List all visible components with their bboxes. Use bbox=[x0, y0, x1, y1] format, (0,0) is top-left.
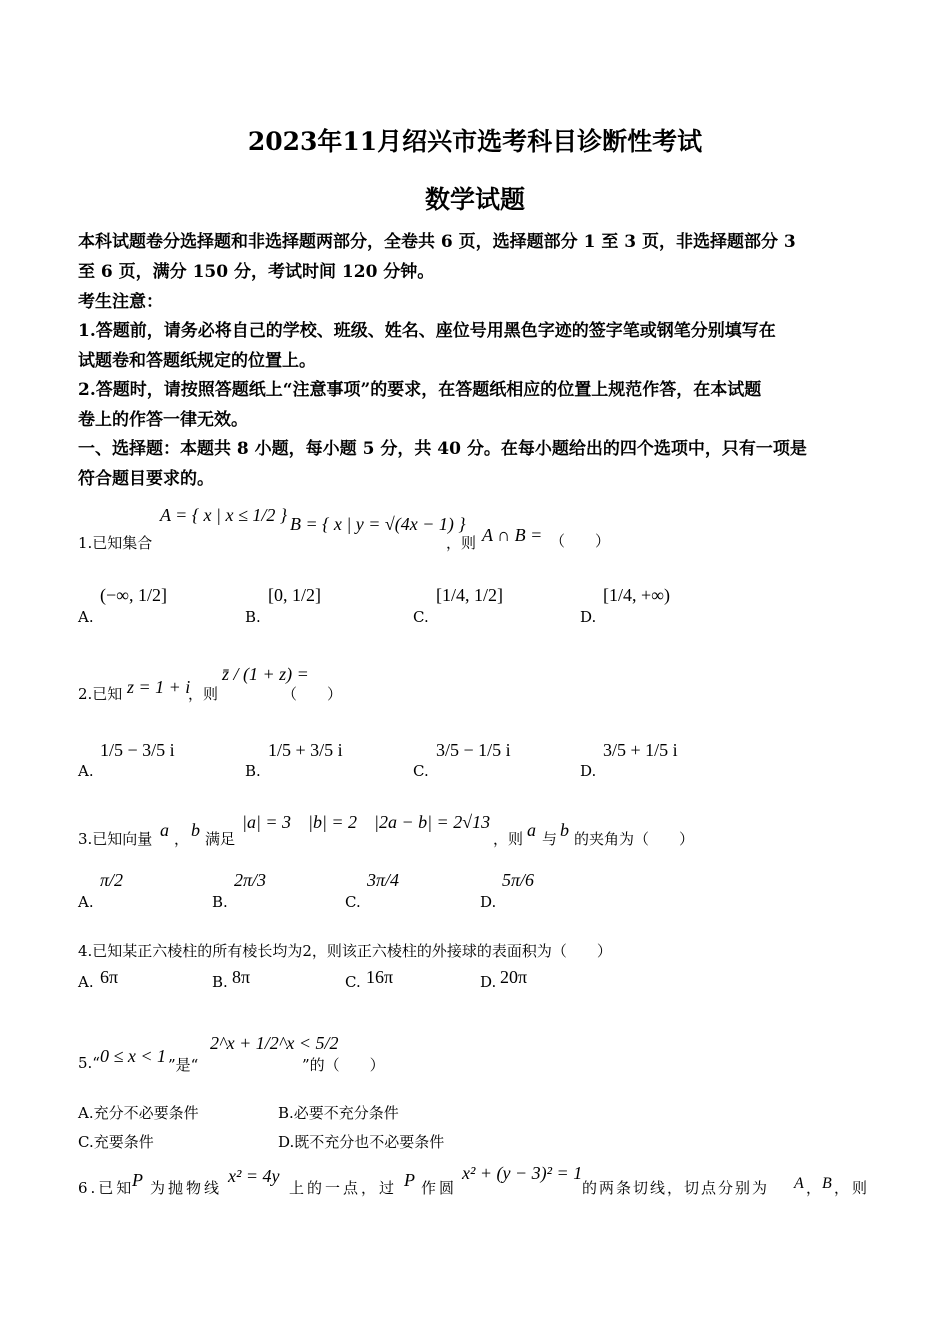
q3-option-d: 5π/6 bbox=[502, 870, 535, 890]
q4-option-b: 8π bbox=[232, 967, 251, 987]
q1-ask: A ∩ B = bbox=[482, 525, 543, 545]
q2-option-b-label: B. bbox=[245, 762, 261, 780]
q2-option-d: 3/5 + 1/5 i bbox=[603, 740, 678, 760]
q6-t5: 的两条切线，切点分别为 bbox=[582, 1179, 770, 1197]
q3-option-c: 3π/4 bbox=[367, 870, 400, 890]
q1-option-c-label: C. bbox=[413, 608, 429, 626]
q5-is: ”是“ bbox=[168, 1056, 199, 1074]
q3-vector-a: a bbox=[160, 820, 169, 840]
q5-option-b-label: B. bbox=[278, 1104, 294, 1122]
q1-option-d-label: D. bbox=[580, 608, 597, 626]
q3-prefix: 3.已知向量 bbox=[78, 830, 153, 848]
page-title: 2023年11月绍兴市选考科目诊断性考试 bbox=[247, 127, 703, 156]
q1-set-a: A = { x | x ≤ 1/2 } bbox=[160, 505, 288, 525]
q2-given: z = 1 + i bbox=[127, 677, 191, 697]
q4-text: 4.已知某正六棱柱的所有棱长均为2，则该正六棱柱的外接球的表面积为（ ） bbox=[78, 942, 612, 960]
q6-point-a: A bbox=[794, 1175, 804, 1192]
q2-mid: ，则 bbox=[188, 685, 219, 703]
q1-option-b: [0, 1/2] bbox=[268, 585, 321, 605]
q4-option-c: 16π bbox=[366, 967, 394, 987]
q2-option-d-label: D. bbox=[580, 762, 597, 780]
section-1-line-2: 符合题目要求的。 bbox=[78, 469, 214, 489]
q6-point-p-2: P bbox=[404, 1170, 415, 1190]
q6-circle: x² + (y − 3)² = 1 bbox=[462, 1163, 583, 1183]
q5-option-c-label: C. bbox=[78, 1133, 94, 1151]
q5-option-a-text: 充分不必要条件 bbox=[93, 1104, 199, 1122]
q5-option-d-text: 既不充分也不必要条件 bbox=[294, 1133, 445, 1151]
q4-option-a-label: A. bbox=[78, 973, 94, 991]
q2-prefix: 2.已知 bbox=[78, 685, 123, 703]
q6-point-p: P bbox=[132, 1170, 143, 1190]
q3-comma-1: ， bbox=[174, 830, 190, 848]
q6-comma: ， bbox=[806, 1179, 822, 1197]
q5-option-c-text: 充要条件 bbox=[93, 1133, 154, 1151]
q3-cond-1: |a| = 3 bbox=[242, 812, 292, 832]
q5-option-b bbox=[278, 1102, 399, 1123]
q1-option-d: [1/4, +∞) bbox=[603, 585, 670, 605]
q1-option-a-label: A. bbox=[78, 608, 94, 626]
intro-line-1: 本科试题卷分选择题和非选择题两部分，全卷共 6 页，选择题部分 1 至 3 页，非选择题部分 3 bbox=[78, 232, 796, 252]
note-1-line-1: 1.答题前，请务必将自己的学校、班级、姓名、座位号用黑色字迹的签字笔或钢笔分别填写在 bbox=[78, 321, 776, 341]
q4-option-d: 20π bbox=[500, 967, 528, 987]
q4-option-d-label: D. bbox=[480, 973, 497, 991]
note-1-line-2: 试题卷和答题纸规定的位置上。 bbox=[78, 351, 316, 371]
note-2-line-1: 2.答题时，请按照答题纸上“注意事项”的要求，在答题纸相应的位置上规范作答，在本试题 bbox=[78, 380, 762, 400]
q3-option-b-label: B. bbox=[212, 893, 228, 911]
q1-set-b: B = { x | y = √(4x − 1) } bbox=[290, 514, 466, 534]
q5-option-c bbox=[78, 1131, 154, 1152]
q2-option-a: 1/5 − 3/5 i bbox=[100, 740, 175, 760]
q3-then: ，则 bbox=[493, 830, 524, 848]
q5-tail: ”的（ ） bbox=[302, 1056, 385, 1074]
q6-t1: 6.已知 bbox=[78, 1179, 135, 1197]
q3-tail: 的夹角为（ ） bbox=[574, 830, 695, 848]
q3-cond-3: |2a − b| = 2√13 bbox=[374, 812, 491, 832]
q3-option-c-label: C. bbox=[345, 893, 361, 911]
q1-blank: （ ） bbox=[550, 532, 611, 550]
q5-option-a-label: A. bbox=[78, 1104, 94, 1122]
q6-t3: 上的一点，过 bbox=[289, 1179, 398, 1197]
q6-point-b: B bbox=[822, 1175, 832, 1192]
q2-ask: z̄ / (1 + z) = bbox=[222, 664, 309, 684]
q5-cond-1: 0 ≤ x < 1 bbox=[100, 1046, 167, 1066]
q5-cond-2: 2^x + 1/2^x < 5/2 bbox=[210, 1033, 339, 1053]
q2-option-b: 1/5 + 3/5 i bbox=[268, 740, 343, 760]
q5-option-b-text: 必要不充分条件 bbox=[293, 1104, 399, 1122]
intro-line-2: 至 6 页，满分 150 分，考试时间 120 分钟。 bbox=[78, 262, 435, 282]
q6-t6: ，则 bbox=[834, 1179, 871, 1197]
q6-t2: 为抛物线 bbox=[150, 1179, 223, 1197]
q2-option-a-label: A. bbox=[78, 762, 94, 780]
note-2-line-2: 卷上的作答一律无效。 bbox=[78, 410, 248, 430]
section-1-line-1: 一、选择题：本题共 8 小题，每小题 5 分，共 40 分。在每小题给出的四个选项中，只有一项是 bbox=[78, 439, 807, 459]
q1-prefix: 1.已知集合 bbox=[78, 534, 153, 552]
q3-vector-b-2: b bbox=[560, 820, 569, 840]
q4-option-c-label: C. bbox=[345, 973, 361, 991]
q6-parabola: x² = 4y bbox=[228, 1166, 280, 1186]
q3-vector-a-2: a bbox=[527, 820, 536, 840]
q5-option-d bbox=[278, 1131, 444, 1152]
q3-cond-2: |b| = 2 bbox=[308, 812, 358, 832]
q3-option-a-label: A. bbox=[78, 893, 94, 911]
q2-blank: （ ） bbox=[282, 685, 343, 703]
q3-option-b: 2π/3 bbox=[234, 870, 267, 890]
q3-with: 与 bbox=[542, 830, 558, 848]
q2-option-c: 3/5 − 1/5 i bbox=[436, 740, 511, 760]
page-subtitle: 数学试题 bbox=[424, 185, 525, 214]
q5-prefix: 5.“ bbox=[78, 1054, 100, 1072]
q1-option-a: (−∞, 1/2] bbox=[100, 585, 167, 605]
q5-option-d-label: D. bbox=[278, 1133, 295, 1151]
q1-option-c: [1/4, 1/2] bbox=[436, 585, 503, 605]
q5-option-a bbox=[78, 1102, 199, 1123]
q3-option-a: π/2 bbox=[100, 870, 124, 890]
q3-option-d-label: D. bbox=[480, 893, 497, 911]
q3-vector-b: b bbox=[191, 820, 200, 840]
q1-option-b-label: B. bbox=[245, 608, 261, 626]
q2-option-c-label: C. bbox=[413, 762, 429, 780]
q3-satisfy: 满足 bbox=[205, 830, 236, 848]
q4-option-b-label: B. bbox=[212, 973, 228, 991]
q4-option-a: 6π bbox=[100, 967, 119, 987]
notice-heading: 考生注意： bbox=[78, 292, 163, 312]
q6-t4: 作圆 bbox=[421, 1179, 458, 1197]
q1-suffix: ，则 bbox=[446, 534, 477, 552]
